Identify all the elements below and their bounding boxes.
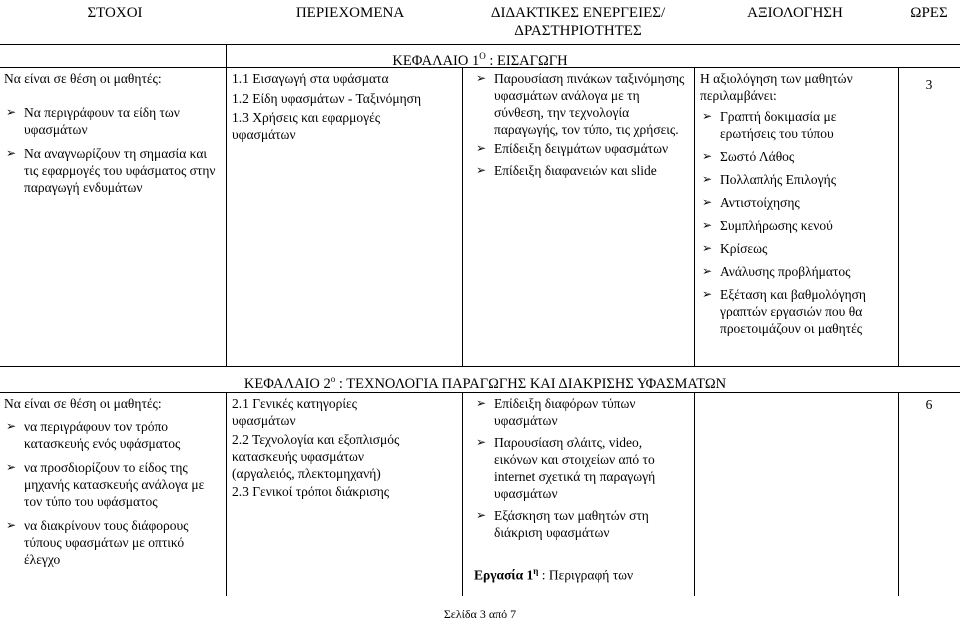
chapter1-assessment-list	[700, 108, 894, 337]
header-goals: ΣΤΟΧΟΙ	[87, 5, 143, 21]
chapter2-goals-list	[4, 418, 222, 568]
list-item-text: να διακρίνουν τους διάφορους τύπους υφασμάτων με οπτικό έλεγχο	[24, 518, 189, 567]
chapter1-sup: Ο	[479, 51, 486, 61]
list-item	[700, 194, 894, 211]
chapter1-assessment	[700, 70, 894, 337]
list-item-text: Επίδειξη διαφόρων τύπων υφασμάτων	[494, 396, 636, 428]
chapter2-activities	[474, 395, 688, 584]
chapter1-contents	[232, 70, 458, 143]
bullet-arrow-icon: ➢	[702, 264, 713, 278]
bullet-arrow-icon: ➢	[6, 419, 17, 433]
chapter1-activities-list	[474, 70, 688, 179]
list-item	[474, 434, 688, 502]
chapter1-activities	[474, 70, 688, 179]
list-item-text: Εξάσκηση των μαθητών στη διάκριση υφασμάτων	[494, 508, 649, 540]
list-item	[700, 108, 894, 142]
bullet-arrow-icon: ➢	[702, 195, 713, 209]
col-divider-3	[694, 392, 695, 596]
chapter2-goals	[4, 395, 222, 568]
header-activities-line2: ΔΡΑΣΤΗΡΙΟΤΗΤΕΣ	[514, 23, 642, 39]
bullet-arrow-icon: ➢	[476, 396, 487, 410]
bullet-arrow-icon: ➢	[476, 435, 487, 449]
chapter2-sup: ο	[330, 374, 336, 384]
content-item: 2.2 Τεχνολογία και εξοπλισμός κατασκευής υφασμάτων (αργαλειός, πλεκτομηχανή)	[232, 432, 400, 481]
bullet-arrow-icon: ➢	[476, 163, 487, 177]
col-divider-2	[462, 392, 463, 596]
header-hours: ΩΡΕΣ	[910, 5, 948, 21]
col-divider-1	[226, 67, 227, 366]
list-item	[4, 104, 220, 138]
list-item-text: Συμπλήρωσης κενού	[720, 218, 833, 233]
chapter2-title	[200, 370, 770, 393]
list-item-text: Πολλαπλής Επιλογής	[720, 172, 837, 187]
list-item	[474, 140, 688, 157]
list-item-text: Να αναγνωρίζουν τη σημασία και τις εφαρμογές του υφάσματος στην παραγωγή ενδυμάτων	[24, 146, 216, 195]
bullet-arrow-icon: ➢	[476, 508, 487, 522]
assessment-intro: Η αξιολόγηση των μαθητών περιλαμβάνει:	[700, 71, 853, 103]
list-item	[474, 507, 688, 541]
bullet-arrow-icon: ➢	[6, 105, 17, 119]
list-item-text: Επίδειξη διαφανειών και slide	[494, 163, 657, 178]
bullet-arrow-icon: ➢	[702, 241, 713, 255]
chapter1-goals-list	[4, 104, 220, 196]
chapter1-goals-intro: Να είναι σε θέση οι μαθητές:	[4, 71, 162, 86]
content-item: 1.2 Είδη υφασμάτων - Ταξινόμηση	[232, 91, 422, 106]
content-item: 1.1 Εισαγωγή στα υφάσματα	[232, 71, 389, 86]
list-item	[700, 240, 894, 257]
bullet-arrow-icon: ➢	[6, 518, 17, 532]
table-top-rule	[0, 44, 960, 45]
chapter1-goals	[4, 70, 220, 196]
list-item	[4, 418, 222, 452]
list-item	[474, 70, 688, 138]
bullet-arrow-icon: ➢	[702, 218, 713, 232]
list-item	[700, 263, 894, 280]
content-item: 2.1 Γενικές κατηγορίες υφασμάτων	[232, 396, 357, 428]
page-footer: Σελίδα 3 από 7	[443, 607, 517, 621]
list-item-text: να προσδιορίζουν το είδος της μηχανής κατασκευής ανάλογα με τον τύπο του υφάσματος	[24, 460, 205, 509]
header-contents: ΠΕΡΙΕΧΟΜΕΝΑ	[295, 5, 405, 21]
col-divider-1	[226, 392, 227, 596]
chapter2-activities-list	[474, 395, 688, 541]
task-rest: : Περιγραφή των	[541, 567, 634, 583]
list-item	[4, 517, 222, 568]
bullet-arrow-icon: ➢	[476, 71, 487, 85]
list-item	[474, 395, 688, 429]
list-item-text: Επίδειξη δειγμάτων υφασμάτων	[494, 141, 669, 156]
chapter2-hours: 6	[925, 397, 933, 412]
chapter1-label: ΚΕΦΑΛΑΙΟ 1	[392, 52, 480, 69]
task-line	[474, 563, 688, 584]
list-item	[474, 162, 688, 179]
list-item-text: Παρουσίαση σλάιτς, video, εικόνων και στοιχείων από το internet σχετικά τη παραγωγή υφασμάτων	[494, 435, 656, 501]
header-activities-line1: ΔΙΔΑΚΤΙΚΕΣ ΕΝΕΡΓΕΙΕΣ/	[490, 5, 666, 21]
list-item-text: Γραπτή δοκιμασία με ερωτήσεις του τύπου	[720, 109, 837, 141]
bullet-arrow-icon: ➢	[6, 146, 17, 160]
list-item	[4, 145, 220, 196]
list-item-text: να περιγράφουν τον τρόπο κατασκευής ενός υφάσματος	[24, 419, 181, 451]
list-item-text: Ανάλυσης προβλήματος	[720, 264, 851, 279]
list-item	[700, 148, 894, 165]
list-item	[4, 459, 222, 510]
chapter2-label: ΚΕΦΑΛΑΙΟ 2	[243, 375, 331, 392]
list-item-text: Να περιγράφουν τα είδη των υφασμάτων	[24, 105, 180, 137]
bullet-arrow-icon: ➢	[702, 287, 713, 301]
bullet-arrow-icon: ➢	[476, 141, 487, 155]
task-label: Εργασία 1	[474, 567, 534, 583]
chapter2-goals-intro: Να είναι σε θέση οι μαθητές:	[4, 396, 162, 411]
bullet-arrow-icon: ➢	[702, 172, 713, 186]
chapter1-title	[340, 47, 620, 70]
col-divider-4	[898, 67, 899, 366]
list-item-text: Αντιστοίχησης	[720, 195, 800, 210]
col-divider-2	[462, 67, 463, 366]
col-divider-1	[226, 44, 227, 67]
header-activities	[462, 4, 694, 40]
chapter2-label-rest: : ΤΕΧΝΟΛΟΓΙΑ ΠΑΡΑΓΩΓΗΣ ΚΑΙ ΔΙΑΚΡΙΣΗΣ ΥΦΑΣΜΑΤΩΝ	[335, 375, 727, 392]
list-item-text: Κρίσεως	[720, 241, 768, 256]
list-item	[700, 217, 894, 234]
bullet-arrow-icon: ➢	[6, 460, 17, 474]
chapter2-bar-top-rule	[0, 366, 960, 367]
content-item: 1.3 Χρήσεις και εφαρμογές υφασμάτων	[232, 110, 381, 142]
list-item-text: Σωστό Λάθος	[720, 149, 795, 164]
chapter1-label-rest: : ΕΙΣΑΓΩΓΗ	[485, 52, 568, 69]
col-divider-4	[898, 392, 899, 596]
task-sup: η	[533, 566, 539, 576]
header-assessment: ΑΞΙΟΛΟΓΗΣΗ	[747, 5, 843, 21]
list-item	[700, 286, 894, 337]
bullet-arrow-icon: ➢	[702, 109, 713, 123]
list-item-text: Παρουσίαση πινάκων ταξινόμησης υφασμάτων ανάλογα με τη σύνθεση, την τεχνολογία παραγωγής, τον τύπο, τις χρήσεις.	[494, 71, 685, 137]
bullet-arrow-icon: ➢	[702, 149, 713, 163]
list-item	[700, 171, 894, 188]
chapter2-contents	[232, 395, 422, 500]
list-item-text: Εξέταση και βαθμολόγηση γραπτών εργασιών που θα προετοιμάζουν οι μαθητές	[720, 287, 866, 336]
col-divider-3	[694, 67, 695, 366]
content-item: 2.3 Γενικοί τρόποι διάκρισης	[232, 484, 390, 499]
chapter1-hours: 3	[925, 77, 933, 92]
